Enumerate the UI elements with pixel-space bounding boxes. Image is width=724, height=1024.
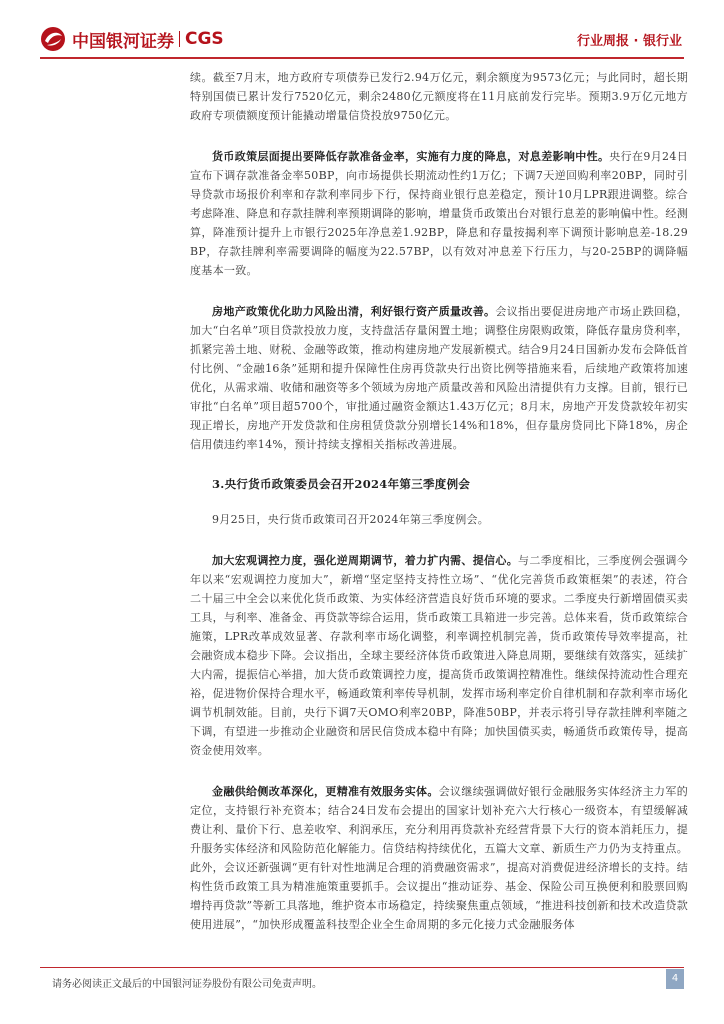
- report-body: [190, 68, 688, 956]
- paragraph-lead: 金融供给侧改革深化，更精准有效服务实体。: [212, 785, 439, 798]
- paragraph-lead: 货币政策层面提出要降低存款准备金率，实施有力度的降息，对息差影响中性。: [212, 150, 610, 163]
- footer-divider: [40, 967, 684, 968]
- section-heading: 3.央行货币政策委员会召开2024年第三季度例会: [212, 477, 471, 491]
- company-logo: [40, 26, 224, 52]
- logo-english-name: CGS: [185, 29, 224, 49]
- paragraph: [190, 302, 688, 454]
- paragraph: [190, 147, 688, 280]
- paragraph-text: 9月25日，央行货币政策司召开2024年第三季度例会。: [212, 513, 490, 526]
- galaxy-logo-icon: [40, 26, 66, 52]
- paragraph-text: 与二季度相比，三季度例会强调今年以来“宏观调控力度加大”，新增“坚定坚持支持性立场”、“优化完善货币政策框架”的表述，符合二十届三中全会以来优化货币政策、为实体经济营造良好货币环境的要求。二季度央行新增固债买卖工具，与利率、准备金、再贷款等综合运用，货币政策工具箱进一步完善。总体来看，货币政策综合施策，LPR改革成效显著、存款利率市场化调整，利率调控机制完善，货币政策传导效率提高，社会融资成本稳步下降。会议指出，全球主要经济体货币政策进入降息周期，要继续有效落实，延续扩大内需，提振信心举措，加大货币政策调控力度，提高货币政策调控精准性。继续保持流动性合理充裕，促进物价保持合理水平，畅通政策利率传导机制，发挥市场利率定价自律机制和存款利率市场化调节机制效能。目前，央行下调7天OMO利率20BP，降准50BP，并表示将引导存款挂牌利率随之下调，有望进一步推动企业融资和居民信贷成本稳中有降；加快国债买卖，畅通货币政策传导，提高资金使用效率。: [190, 554, 688, 757]
- paragraph-lead: 加大宏观调控力度，强化逆周期调节，着力扩内需、提信心。: [212, 554, 519, 567]
- page-number: 4: [666, 969, 684, 989]
- disclaimer-note: 请务必阅读正文最后的中国银河证券股份有限公司免责声明。: [52, 979, 322, 990]
- paragraph-text: 会议指出要促进房地产市场止跌回稳，加大“白名单”项目贷款投放力度，支持盘活存量闲置土地；调整住房限购政策，降低存量房贷利率，抓紧完善土地、财税、金融等政策，推动构建房地产发展新模式。结合9月24日国新办发布会降低首付比例、“金融16条”延期和提升保障性住房再贷款央行出资比例等措施来看，后续地产政策将加速优化，从需求端、收储和融资等多个领域为房地产质量改善和风险出清提供有力支撑。目前，银行已审批“白名单”项目超5700个，审批通过融资金额达1.43万亿元；8月末，房地产开发贷款较年初实现正增长，房地产开发贷款和住房租赁贷款分别增长14%和18%，但存量房贷同比下降18%，房企信用债违约率14%，预计持续支撑相关指标改善进展。: [190, 305, 688, 451]
- paragraph: [190, 551, 688, 760]
- header-divider: [40, 57, 684, 59]
- paragraph: [190, 68, 688, 125]
- page-header: [0, 0, 724, 62]
- paragraph-text: 会议继续强调做好银行金融服务实体经济主力军的定位，支持银行补充资本；结合24日发布会提出的国家计划补充六大行核心一级资本，有望缓解减费让利、量价下行、息差收窄、利润承压，充分利用再贷款补充经营背景下大行的资本消耗压力，提升服务实体经济和风险防范化解能力。信贷结构持续优化，五篇大文章、新质生产力仍为支持重点。此外，会议还新强调“更有针对性地满足合理的消费融资需求”，提高对消费促进经济增长的支持。结构性货币政策工具为精准施策重要抓手。会议提出“推动证券、基金、保险公司互换便利和股票回购增持再贷款”等新工具落地，维护资本市场稳定，持续聚焦重点领域，“推进科技创新和技术改造贷款使用进展”，“加快形成覆盖科技型企业全生命周期的多元化接力式金融服务体: [190, 785, 688, 931]
- paragraph-text: 央行在9月24日宣布下调存款准备金率50BP，向市场提供长期流动性约1万亿；下调7天逆回购利率20BP，同时引导贷款市场报价利率和存款利率同步下行，保持商业银行息差稳定，预计10月LPR跟进调整。综合考虑降准、降息和存款挂牌利率预期调降的影响，增量货币政策出台对银行息差的影响偏中性。经测算，降准预计提升上市银行2025年净息差1.92BP，降息和存量按揭利率下调预计影响息差-18.29BP，存款挂牌利率需要调降的幅度为22.57BP，以有效对冲息差下行压力，与20-25BP的调降幅度基本一致。: [190, 150, 688, 277]
- paragraph-text: 续。截至7月末，地方政府专项债券已发行2.94万亿元，剩余额度为9573亿元；与此同时，超长期特别国债已累计发行7520亿元，剩余2480亿元额度将在11月底前发行完毕。预期3.9万亿元地方政府专项债额度预计能撬动增量信贷投放9750亿元。: [190, 71, 688, 122]
- paragraph: [190, 782, 688, 934]
- logo-chinese-name: 中国银河证券: [72, 31, 174, 52]
- paragraph-lead: 房地产政策优化助力风险出清，利好银行资产质量改善。: [212, 305, 496, 318]
- report-type: 行业周报 · 银行业: [577, 34, 682, 49]
- paragraph: [190, 510, 688, 529]
- logo-divider: [179, 31, 180, 47]
